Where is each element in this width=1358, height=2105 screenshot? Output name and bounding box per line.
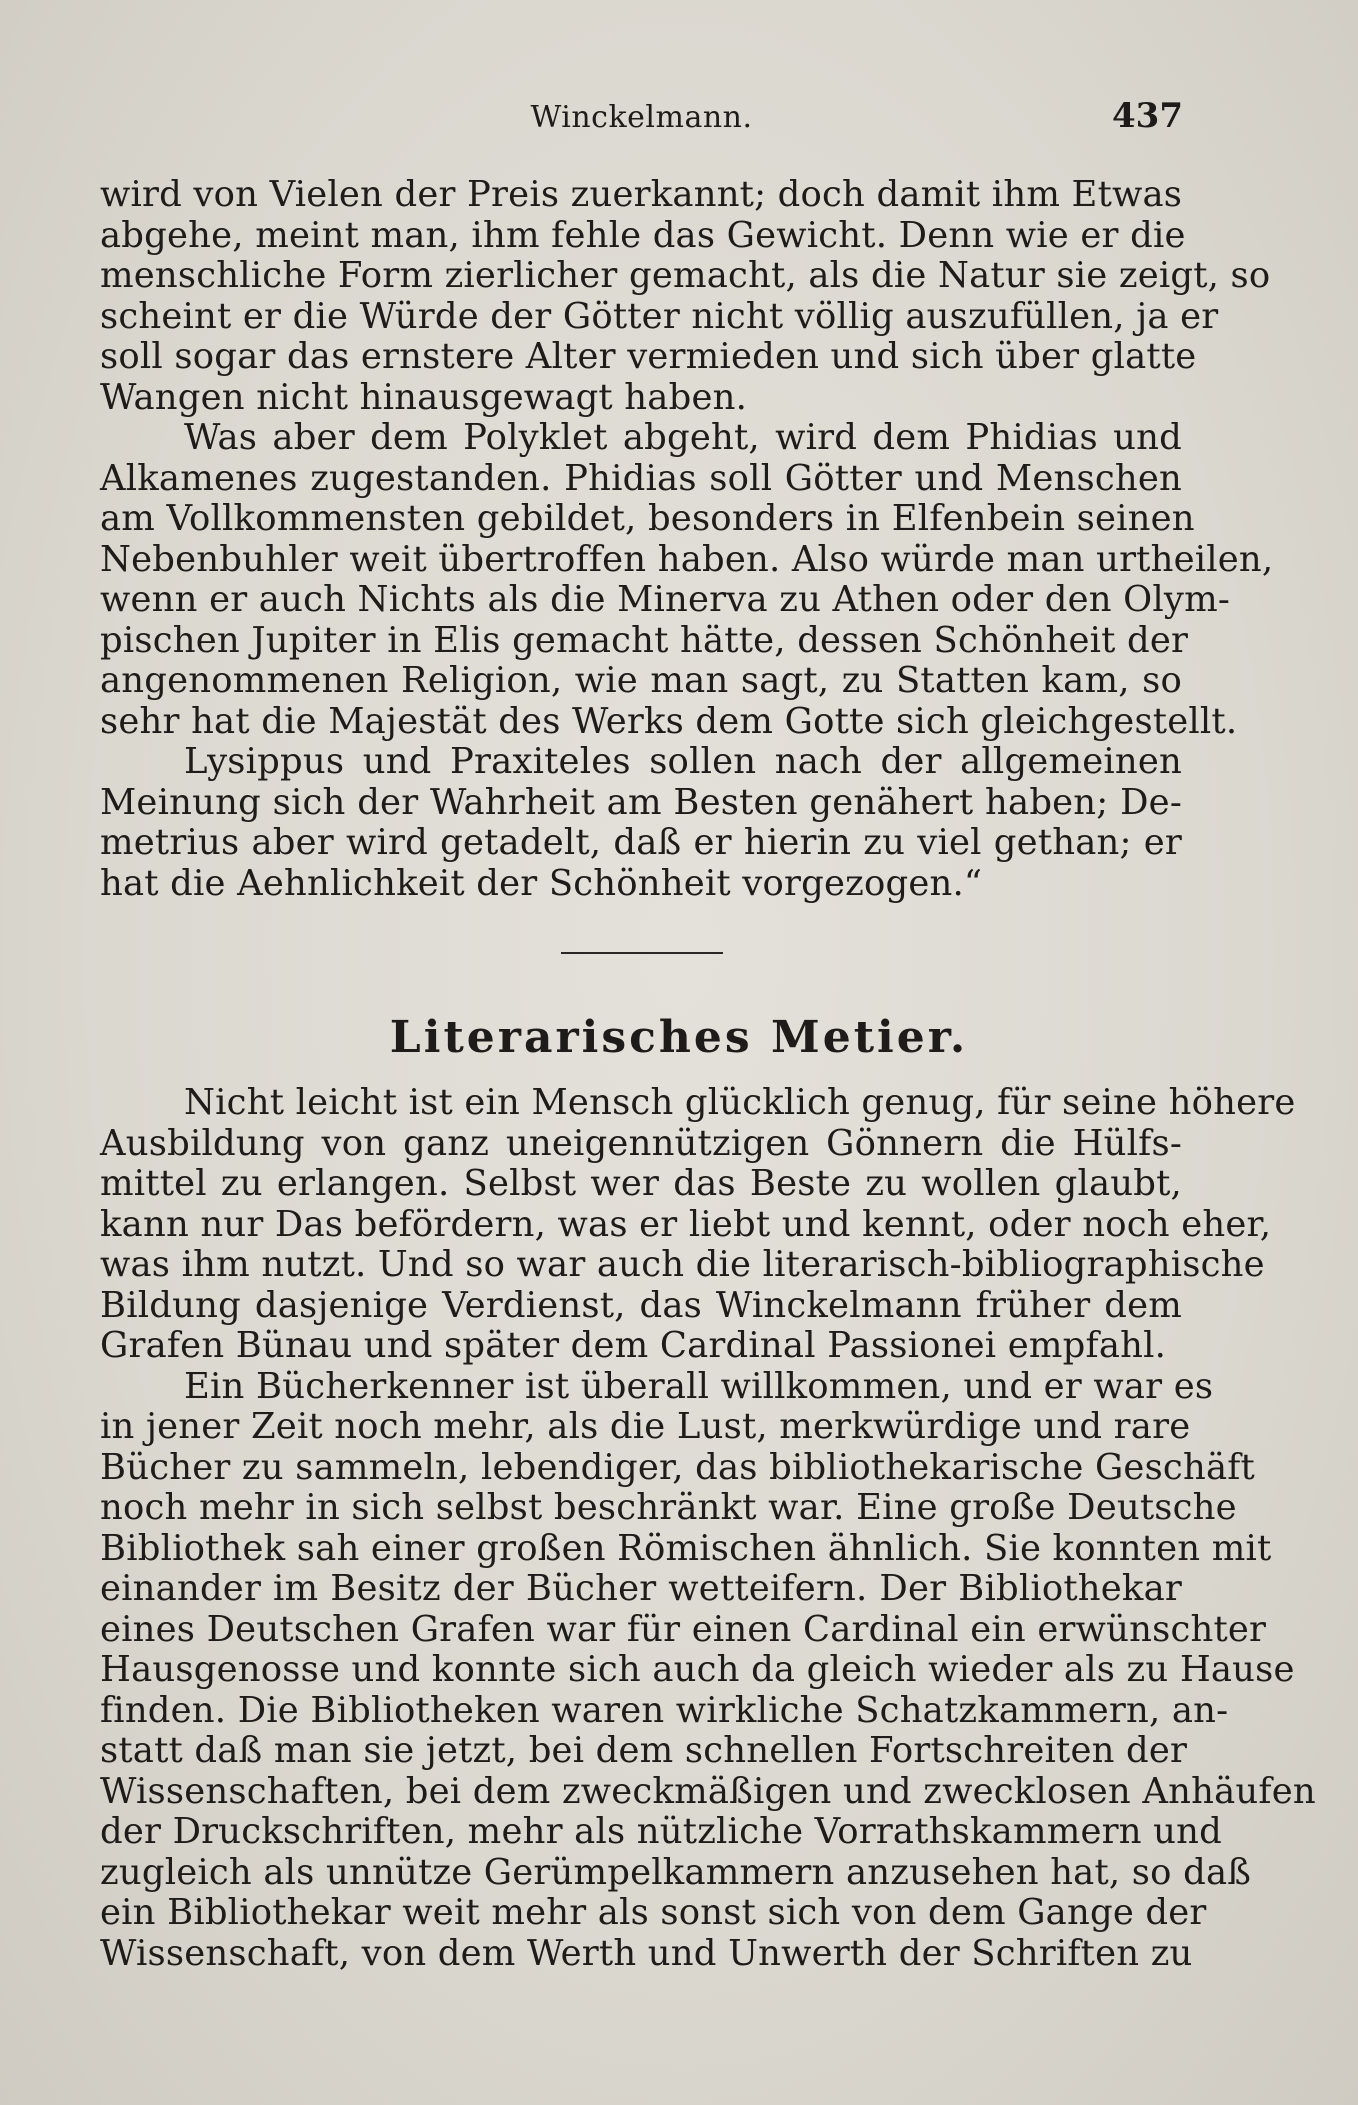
- text-line: Grafen Bünau und später dem Cardinal Passionei empfahl.: [100, 1325, 1167, 1366]
- text-line: soll sogar das ernstere Alter vermieden und sich über glatte: [100, 336, 1197, 377]
- text-line: ein Bibliothekar weit mehr als sonst sich von dem Gange der: [100, 1892, 1207, 1933]
- text-line: Wissenschaft, von dem Werth und Unwerth der Schriften zu: [100, 1932, 1193, 1974]
- text-line: Wissenschaften, bei dem zweckmäßigen und zwecklosen Anhäufen: [100, 1770, 1316, 1812]
- text-line: der Druckschriften, mehr als nützliche Vorrathskammern und: [100, 1811, 1223, 1852]
- text-line: wird von Vielen der Preis zuerkannt; doch damit ihm Etwas: [100, 174, 1183, 215]
- text-line: Nebenbuhler weit übertroffen haben. Also würde man urtheilen,: [100, 538, 1274, 580]
- text-line: wenn er auch Nichts als die Minerva zu Athen oder den Olym-: [100, 579, 1231, 620]
- text-line: eines Deutschen Grafen war für einen Cardinal ein erwünschter: [100, 1608, 1267, 1650]
- text-line: pischen Jupiter in Elis gemacht hätte, dessen Schönheit der: [100, 619, 1189, 661]
- text-line: abgehe, meint man, ihm fehle das Gewicht. Denn wie er die: [100, 214, 1186, 256]
- page-number: 437: [1112, 96, 1183, 136]
- text-line: metrius aber wird getadelt, daß er hierin zu viel gethan; er: [100, 822, 1182, 863]
- text-line: Alkamenes zugestanden. Phidias soll Götter und Menschen: [100, 457, 1182, 499]
- text-line: Ausbildung von ganz uneigennützigen Gönnern die Hülfs-: [100, 1122, 1182, 1164]
- text-line: in jener Zeit noch mehr, als die Lust, merkwürdige und rare: [100, 1406, 1191, 1447]
- text-line: Bibliothek sah einer großen Römischen ähnlich. Sie konnten mit: [100, 1527, 1272, 1569]
- text-line: kann nur Das befördern, was er liebt und kennt, oder noch eher,: [100, 1203, 1272, 1245]
- running-head: [100, 96, 1183, 136]
- text-line: Nicht leicht ist ein Mensch glücklich genug, für seine höhere: [184, 1082, 1296, 1123]
- section-one-text: [100, 174, 1274, 904]
- text-line: am Vollkommensten gebildet, besonders in Elfenbein seinen: [100, 498, 1195, 539]
- text-line: Was aber dem Polyklet abgeht, wird dem Phidias und: [184, 417, 1182, 458]
- section-divider: [561, 952, 723, 954]
- text-line: scheint er die Würde der Götter nicht völlig auszufüllen, ja er: [100, 295, 1219, 337]
- text-line: angenommenen Religion, wie man sagt, zu Statten kam, so: [100, 660, 1182, 701]
- text-line: statt daß man sie jetzt, bei dem schnellen Fortschreiten der: [100, 1730, 1188, 1771]
- text-line: Bücher zu sammeln, lebendiger, das bibliothekarische Geschäft: [100, 1446, 1255, 1488]
- text-line: Lysippus und Praxiteles sollen nach der allgemeinen: [184, 741, 1182, 782]
- text-line: Ein Bücherkenner ist überall willkommen, und er war es: [184, 1365, 1214, 1407]
- text-line: menschliche Form zierlicher gemacht, als die Natur sie zeigt, so: [100, 255, 1271, 296]
- text-line: Bildung dasjenige Verdienst, das Winckelmann früher dem: [100, 1284, 1182, 1326]
- text-line: sehr hat die Majestät des Werks dem Gotte sich gleichgestellt.: [100, 700, 1238, 742]
- text-line: was ihm nutzt. Und so war auch die literarisch-bibliographische: [100, 1244, 1265, 1285]
- text-line: noch mehr in sich selbst beschränkt war. Eine große Deutsche: [100, 1487, 1237, 1528]
- text-line: hat die Aehnlichkeit der Schönheit vorgezogen.“: [100, 862, 983, 904]
- section-two-text: [100, 1082, 1316, 1974]
- text-line: Wangen nicht hinausgewagt haben.: [100, 376, 748, 418]
- text-line: einander im Besitz der Bücher wetteifern. Der Bibliothekar: [100, 1568, 1182, 1609]
- text-line: mittel zu erlangen. Selbst wer das Beste zu wollen glaubt,: [100, 1163, 1182, 1204]
- text-line: finden. Die Bibliotheken waren wirkliche Schatzkammern, an-: [100, 1689, 1229, 1731]
- text-line: Hausgenosse und konnte sich auch da gleich wieder als zu Hause: [100, 1649, 1295, 1690]
- section-title: Literarisches Metier.: [389, 1012, 969, 1063]
- text-line: zugleich als unnütze Gerümpelkammern anzusehen hat, so daß: [100, 1851, 1252, 1893]
- running-title: Winckelmann.: [530, 100, 753, 135]
- text-line: Meinung sich der Wahrheit am Besten genähert haben; De-: [100, 781, 1182, 823]
